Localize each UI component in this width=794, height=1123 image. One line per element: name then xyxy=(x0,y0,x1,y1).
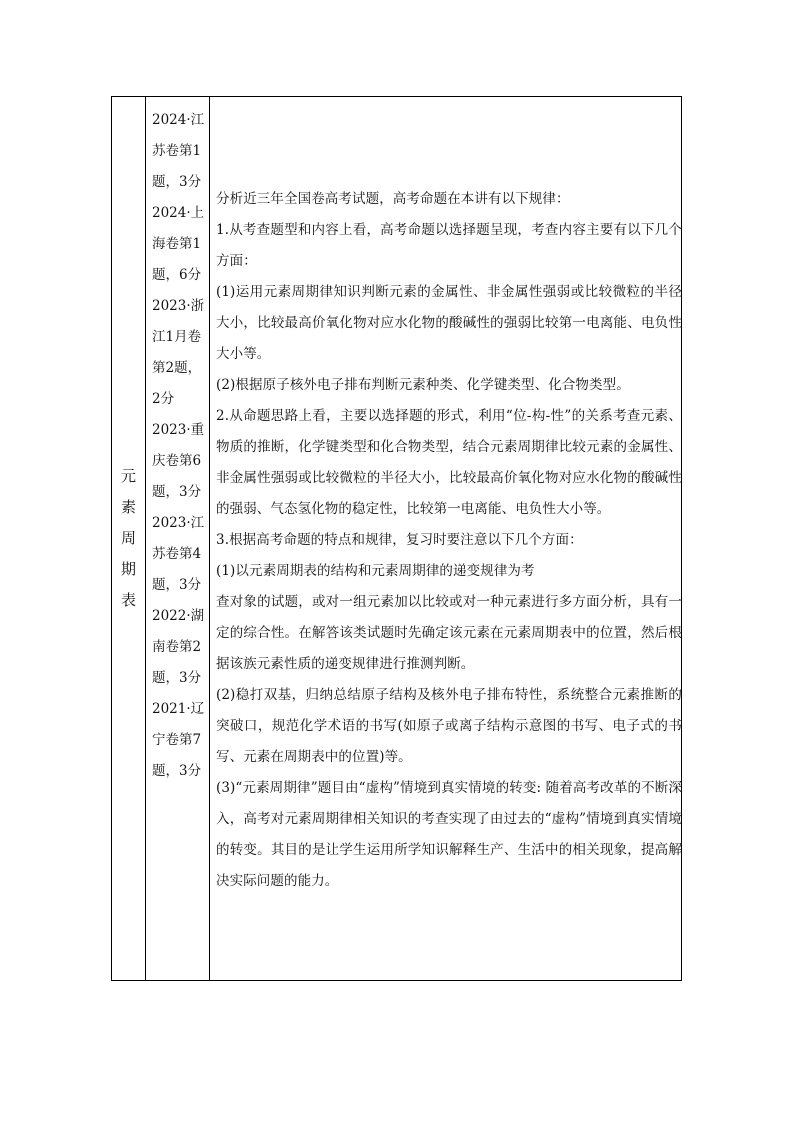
analysis-subpoint: (2)稳打双基，归纳总结原子结构及核外电子排布特性，系统整合元素推断的突破口，规范化学术语的书写(如原子或离子结构示意图的书写、电子式的书写、元素在周期表中的位置)等。 xyxy=(216,687,682,765)
exam-analysis-table xyxy=(111,96,682,981)
analysis-intro: 分析近三年全国卷高考试题，高考命题在本讲有以下规律： xyxy=(216,191,570,207)
exam-sources-cell xyxy=(152,105,206,787)
exam-source-item: 2023·重庆卷第6题，3分 xyxy=(152,422,205,500)
column-divider xyxy=(209,97,210,980)
column-divider xyxy=(145,97,146,980)
analysis-subpoint: (3)“元素周期律”题目由“虚构”情境到真实情境的转变: 随着高考改革的不断深入，高考对元素周期律相关知识的考查实现了由过去的“虚构”情境到真实情境的转变。其目的是让学生运用所学知识解释生产、生活中的相关现象，提高解决实际问题的能力。 xyxy=(216,780,682,889)
analysis-subpoint: (2)根据原子核外电子排布判断元素种类、化学键类型、化合物类型。 xyxy=(216,377,630,393)
analysis-subpoint: (1)以元素周期表的结构和元素周期律的递变规律为考 xyxy=(216,563,535,579)
analysis-content-cell xyxy=(216,184,682,897)
category-label: 元素周期表 xyxy=(120,467,136,609)
exam-source-item: 2022·湖南卷第2题，3分 xyxy=(152,608,205,686)
exam-source-item: 2024·江苏卷第1题，3分 xyxy=(152,112,205,190)
exam-source-item: 2023·江苏卷第4题，3分 xyxy=(152,515,205,593)
analysis-subpoint-continued: 查对象的试题，或对一组元素加以比较或对一种元素进行多方面分析，具有一定的综合性。在解答该类试题时先确定该元素在元素周期表中的位置，然后根据该族元素性质的递变规律进行推测判断。 xyxy=(216,594,682,672)
exam-source-item: 2024·上海卷第1题，6分 xyxy=(152,205,205,283)
analysis-point: 2.从命题思路上看，主要以选择题的形式，利用“位-构-性”的关系考查元素、物质的推断，化学键类型和化合物类型，结合元素周期律比较元素的金属性、非金属性强弱或比较微粒的半径大小，比较最高价氧化物对应水化物的酸碱性的强弱、气态氢化物的稳定性，比较第一电离能、电负性大小等。 xyxy=(216,408,682,517)
analysis-subpoint: (1)运用元素周期律知识判断元素的金属性、非金属性强弱或比较微粒的半径大小，比较最高价氧化物对应水化物的酸碱性的强弱比较第一电离能、电负性大小等。 xyxy=(216,284,682,362)
analysis-point: 1.从考查题型和内容上看，高考命题以选择题呈现，考查内容主要有以下几个方面： xyxy=(216,222,682,269)
exam-source-item: 2023·浙江1月卷第2题，2分 xyxy=(152,298,205,407)
analysis-point: 3.根据高考命题的特点和规律，复习时要注意以下几个方面： xyxy=(216,532,583,548)
category-cell xyxy=(112,97,145,980)
exam-source-item: 2021·辽宁卷第7题，3分 xyxy=(152,701,205,779)
